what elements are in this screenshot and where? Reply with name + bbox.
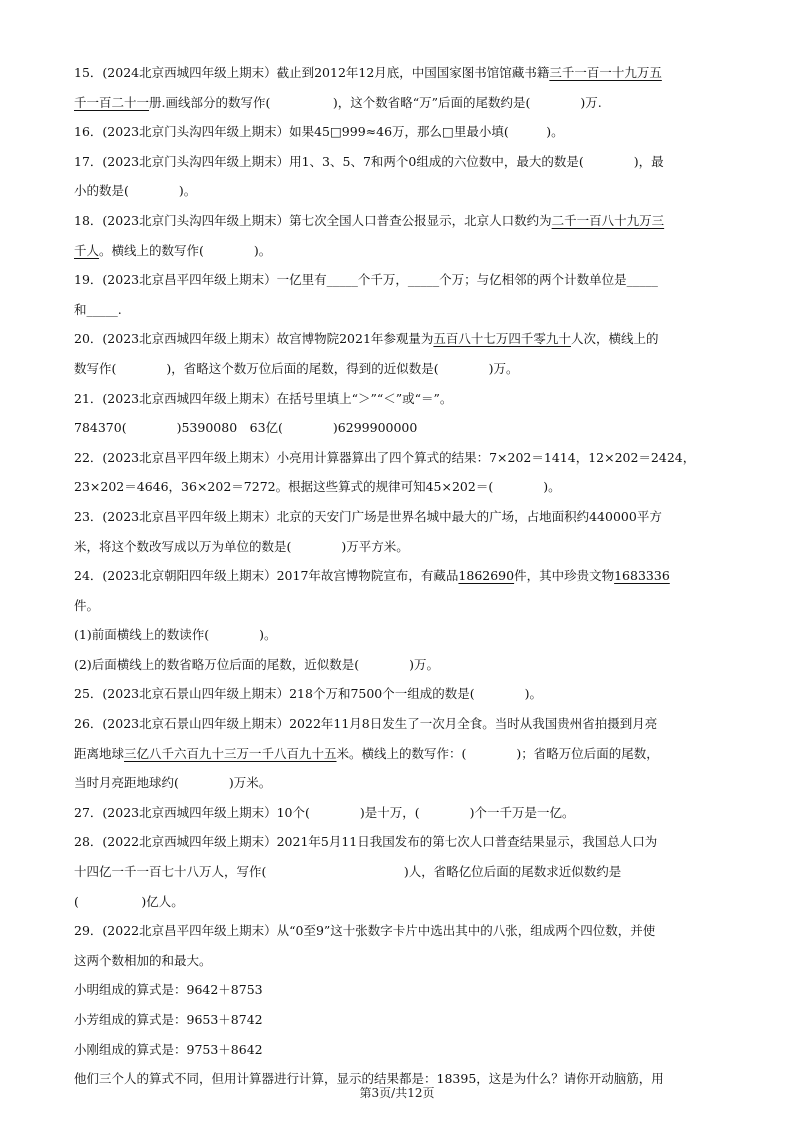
underlined-text: 二千一百八十九万三 xyxy=(551,212,665,228)
text-line xyxy=(74,679,724,709)
text-line xyxy=(74,206,724,236)
text-segment: 米，将这个数改写成以万为单位的数是( )万平方米。 xyxy=(74,538,409,554)
text-segment: 距离地球 xyxy=(74,745,125,761)
text-line xyxy=(74,88,724,118)
text-line xyxy=(74,384,724,414)
text-line xyxy=(74,620,724,650)
text-line xyxy=(74,916,724,946)
text-segment: 小刚组成的算式是：9753＋8642 xyxy=(74,1041,263,1057)
text-line xyxy=(74,1005,724,1035)
text-line xyxy=(74,147,724,177)
text-line xyxy=(74,650,724,680)
text-segment: 他们三个人的算式不同，但用计算器进行计算，显示的结果都是：18395，这是为什么？请你开动脑筋，用 xyxy=(74,1071,664,1087)
text-line xyxy=(74,946,724,976)
text-segment: 18．(2023北京门头沟四年级上期末）第七次全国人口普查公报显示，北京人口数约为 xyxy=(74,212,552,228)
text-segment: 20．(2023北京西城四年级上期末）故宫博物院2021年参观量为 xyxy=(74,331,434,347)
text-line xyxy=(74,857,724,887)
text-line xyxy=(74,975,724,1005)
text-segment: 小的数是( )。 xyxy=(74,183,197,199)
text-segment: 17．(2023北京门头沟四年级上期末）用1、3、5、7和两个0组成的六位数中，最大的数是( )，最 xyxy=(74,153,664,169)
text-segment: 22．(2023北京昌平四年级上期末）小亮用计算器算出了四个算式的结果：7×202＝1414，12×202＝2424， xyxy=(74,449,696,465)
text-line xyxy=(74,709,724,739)
underlined-text: 千人 xyxy=(74,242,100,258)
text-segment: (2)后面横线上的数省略万位后面的尾数，近似数是( )万。 xyxy=(74,656,439,672)
text-segment: 件。 xyxy=(74,597,100,613)
text-segment: ( )亿人。 xyxy=(74,893,184,909)
text-segment: 29．(2022北京昌平四年级上期末）从“0至9”这十张数字卡片中选出其中的八张，组成两个四位数，并使 xyxy=(74,923,656,939)
text-segment: 米。横线上的数写作：( )；省略万位后面的尾数， xyxy=(336,745,659,761)
underlined-text: 1683336 xyxy=(614,568,670,584)
text-segment: (1)前面横线上的数读作( )。 xyxy=(74,627,277,643)
text-segment: 。横线上的数写作( )。 xyxy=(99,242,272,258)
text-line xyxy=(74,117,724,147)
underlined-text: 三千一百一十九万五 xyxy=(549,65,662,80)
text-segment: 十四亿一千一百七十八万人，写作( )人，省略亿位后面的尾数求近似数约是 xyxy=(74,864,622,880)
text-line xyxy=(74,472,724,502)
text-segment: 数写作( )，省略这个数万位后面的尾数，得到的近似数是( )万。 xyxy=(74,360,519,376)
text-segment: 21．(2023北京西城四年级上期末）在括号里填上“＞”“＜”或“＝”。 xyxy=(74,390,453,406)
text-line xyxy=(74,1035,724,1065)
text-line xyxy=(74,58,724,88)
text-segment: 人次，横线上的 xyxy=(570,331,659,347)
text-line xyxy=(74,324,724,354)
text-segment: 23．(2023北京昌平四年级上期末）北京的天安门广场是世界名城中最大的广场，占地面积约440000平方 xyxy=(74,508,662,524)
text-segment: 小芳组成的算式是：9653＋8742 xyxy=(74,1012,263,1027)
underlined-text: 五百八十七万四千零九十 xyxy=(433,331,571,347)
text-segment: 册.画线部分的数写作( )，这个数省略“万”后面的尾数约是( )万. xyxy=(149,94,602,110)
text-segment: 当时月亮距地球约( )万米。 xyxy=(74,775,272,791)
text-segment: 27．(2023北京西城四年级上期末）10个( )是十万，( )个一千万是一亿。 xyxy=(74,804,575,820)
text-segment: 24．(2023北京朝阳四年级上期末）2017年故宫博物院宣布，有藏品 xyxy=(74,568,459,584)
text-line xyxy=(74,739,724,769)
text-segment: 25．(2023北京石景山四年级上期末）218个万和7500个一组成的数是( )。 xyxy=(74,686,543,702)
text-line xyxy=(74,502,724,532)
text-segment: 23×202＝4646，36×202＝7272。根据这些算式的规律可知45×202＝( )。 xyxy=(74,479,561,495)
text-segment: 和_____. xyxy=(74,301,122,317)
text-segment: 26．(2023北京石景山四年级上期末）2022年11月8日发生了一次月全食。当时从我国贵州省拍摄到月亮 xyxy=(74,716,658,732)
text-line xyxy=(74,295,724,325)
text-segment: 784370( )5390080 63亿( )6299900000 xyxy=(74,420,418,436)
text-line xyxy=(74,798,724,828)
text-segment: 这两个数相加的和最大。 xyxy=(74,952,212,968)
text-segment: 15．(2024北京西城四年级上期末）截止到2012年12月底，中国国家图书馆馆藏书籍 xyxy=(74,65,550,80)
text-line xyxy=(74,265,724,295)
page-footer: 第3页/共12页 xyxy=(359,1086,435,1100)
text-segment: 19．(2023北京昌平四年级上期末）一亿里有_____个千万，_____个万；与亿相邻的两个计数单位是_____ xyxy=(74,272,658,288)
question-list xyxy=(74,58,724,1094)
text-segment: 16．(2023北京门头沟四年级上期末）如果45□999≈46万，那么□里最小填( )。 xyxy=(74,124,564,140)
text-line xyxy=(74,354,724,384)
text-line xyxy=(74,561,724,591)
text-line xyxy=(74,887,724,917)
text-line xyxy=(74,768,724,798)
text-line xyxy=(74,827,724,857)
text-line xyxy=(74,443,724,473)
text-line xyxy=(74,413,724,443)
text-segment: 件，其中珍贵文物 xyxy=(514,568,615,584)
text-line xyxy=(74,236,724,266)
underlined-text: 1862690 xyxy=(458,568,515,584)
text-line xyxy=(74,591,724,621)
underlined-text: 三亿八千六百九十三万一千八百九十五 xyxy=(124,745,337,761)
text-line xyxy=(74,532,724,562)
text-segment: 小明组成的算式是：9642＋8753 xyxy=(74,982,263,998)
text-line xyxy=(74,176,724,206)
text-segment: 28．(2022北京西城四年级上期末）2021年5月11日我国发布的第七次人口普查结果显示，我国总人口为 xyxy=(74,834,658,850)
underlined-text: 千一百二十一 xyxy=(74,94,150,110)
